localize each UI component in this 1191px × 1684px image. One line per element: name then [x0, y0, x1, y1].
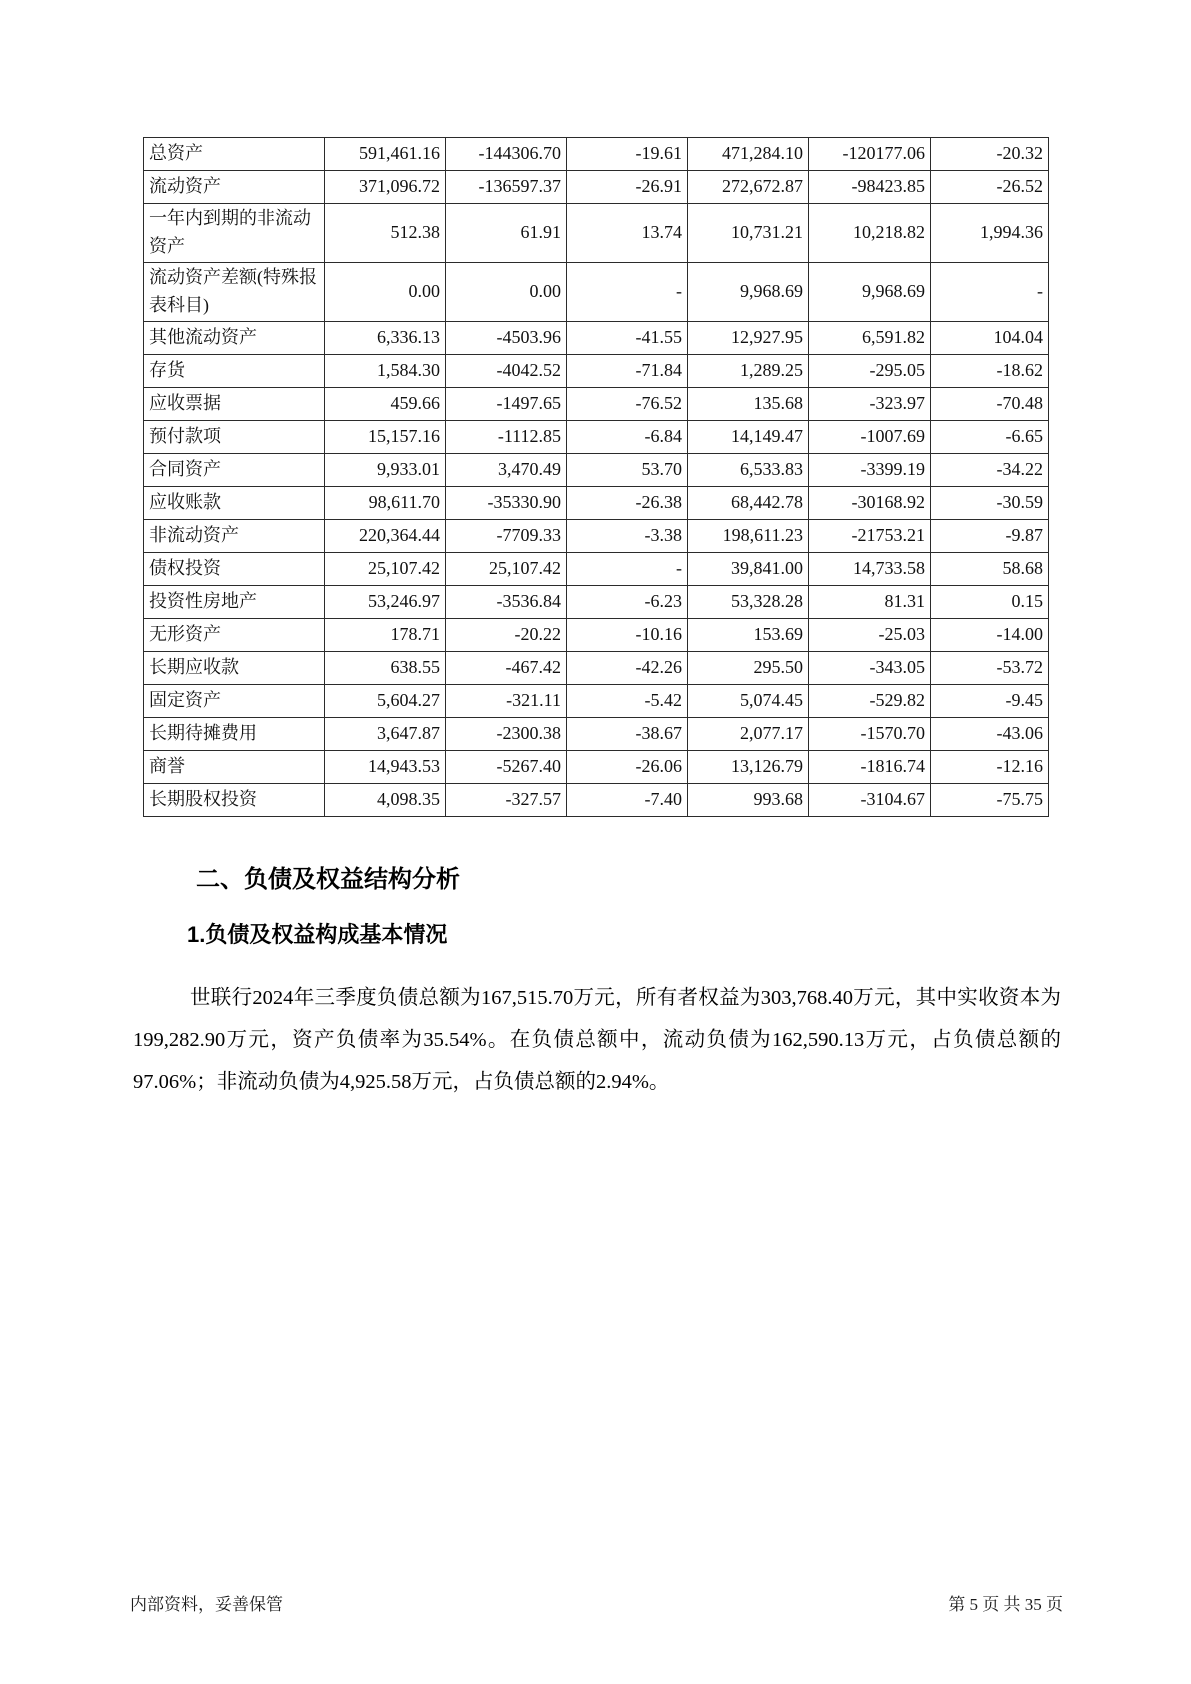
- table-row: [144, 684, 1049, 717]
- value-cell: 53.70: [567, 453, 688, 486]
- row-label: 预付款项: [144, 420, 325, 453]
- value-cell: -76.52: [567, 387, 688, 420]
- value-cell: -1570.70: [809, 717, 931, 750]
- table-row: [144, 783, 1049, 816]
- value-cell: -25.03: [809, 618, 931, 651]
- value-cell: -327.57: [446, 783, 567, 816]
- page-footer: [130, 1590, 1063, 1615]
- value-cell: -120177.06: [809, 138, 931, 171]
- value-cell: -38.67: [567, 717, 688, 750]
- value-cell: -42.26: [567, 651, 688, 684]
- value-cell: 0.00: [446, 262, 567, 321]
- body-paragraph: 世联行2024年三季度负债总额为167,515.70万元，所有者权益为303,768.40万元，其中实收资本为199,282.90万元，资产负债率为35.54%。在负债总额中，流动负债为162,590.13万元，占负债总额的97.06%；非流动负债为4,925.58万元，占负债总额的2.94%。: [133, 986, 1061, 1093]
- value-cell: -70.48: [931, 387, 1049, 420]
- table-row: [144, 486, 1049, 519]
- value-cell: 6,533.83: [688, 453, 809, 486]
- row-label: 流动资产差额(特殊报表科目): [144, 262, 325, 321]
- row-label: 无形资产: [144, 618, 325, 651]
- value-cell: -34.22: [931, 453, 1049, 486]
- value-cell: -: [567, 552, 688, 585]
- row-label: 投资性房地产: [144, 585, 325, 618]
- row-label: 一年内到期的非流动资产: [144, 204, 325, 263]
- value-cell: -6.65: [931, 420, 1049, 453]
- row-label: 商誉: [144, 750, 325, 783]
- value-cell: 371,096.72: [325, 171, 446, 204]
- value-cell: -6.84: [567, 420, 688, 453]
- value-cell: -7.40: [567, 783, 688, 816]
- row-label: 应收账款: [144, 486, 325, 519]
- value-cell: -3399.19: [809, 453, 931, 486]
- table-body: [144, 138, 1049, 817]
- value-cell: -: [567, 262, 688, 321]
- value-cell: -71.84: [567, 354, 688, 387]
- row-label: 合同资产: [144, 453, 325, 486]
- value-cell: 13.74: [567, 204, 688, 263]
- value-cell: -467.42: [446, 651, 567, 684]
- value-cell: 3,470.49: [446, 453, 567, 486]
- value-cell: -343.05: [809, 651, 931, 684]
- value-cell: 15,157.16: [325, 420, 446, 453]
- value-cell: -3104.67: [809, 783, 931, 816]
- table-row: [144, 453, 1049, 486]
- value-cell: -21753.21: [809, 519, 931, 552]
- value-cell: -2300.38: [446, 717, 567, 750]
- row-label: 长期股权投资: [144, 783, 325, 816]
- value-cell: -18.62: [931, 354, 1049, 387]
- row-label: 债权投资: [144, 552, 325, 585]
- value-cell: 1,584.30: [325, 354, 446, 387]
- row-label: 固定资产: [144, 684, 325, 717]
- value-cell: 81.31: [809, 585, 931, 618]
- table-row: [144, 420, 1049, 453]
- value-cell: -6.23: [567, 585, 688, 618]
- value-cell: 98,611.70: [325, 486, 446, 519]
- value-cell: 10,218.82: [809, 204, 931, 263]
- value-cell: 591,461.16: [325, 138, 446, 171]
- value-cell: 512.38: [325, 204, 446, 263]
- value-cell: -7709.33: [446, 519, 567, 552]
- value-cell: -3.38: [567, 519, 688, 552]
- value-cell: -12.16: [931, 750, 1049, 783]
- footer-page-number: 第 5 页 共 35 页: [948, 1595, 1063, 1614]
- value-cell: 638.55: [325, 651, 446, 684]
- value-cell: 14,943.53: [325, 750, 446, 783]
- value-cell: -136597.37: [446, 171, 567, 204]
- value-cell: 14,733.58: [809, 552, 931, 585]
- value-cell: 5,604.27: [325, 684, 446, 717]
- row-label: 长期待摊费用: [144, 717, 325, 750]
- subsection-heading: 1.负债及权益构成基本情况: [187, 921, 448, 947]
- value-cell: -529.82: [809, 684, 931, 717]
- value-cell: 0.00: [325, 262, 446, 321]
- value-cell: 61.91: [446, 204, 567, 263]
- value-cell: 39,841.00: [688, 552, 809, 585]
- value-cell: -1816.74: [809, 750, 931, 783]
- value-cell: 1,994.36: [931, 204, 1049, 263]
- value-cell: -144306.70: [446, 138, 567, 171]
- value-cell: 6,336.13: [325, 321, 446, 354]
- value-cell: -30.59: [931, 486, 1049, 519]
- value-cell: 198,611.23: [688, 519, 809, 552]
- value-cell: 295.50: [688, 651, 809, 684]
- value-cell: 1,289.25: [688, 354, 809, 387]
- value-cell: 459.66: [325, 387, 446, 420]
- value-cell: -35330.90: [446, 486, 567, 519]
- section-heading: 二、负债及权益结构分析: [196, 865, 460, 893]
- value-cell: 12,927.95: [688, 321, 809, 354]
- table-row: [144, 750, 1049, 783]
- value-cell: -30168.92: [809, 486, 931, 519]
- table-row: [144, 138, 1049, 171]
- row-label: 长期应收款: [144, 651, 325, 684]
- value-cell: -321.11: [446, 684, 567, 717]
- value-cell: 178.71: [325, 618, 446, 651]
- value-cell: -26.06: [567, 750, 688, 783]
- value-cell: -41.55: [567, 321, 688, 354]
- value-cell: -5267.40: [446, 750, 567, 783]
- value-cell: -14.00: [931, 618, 1049, 651]
- financial-table: [143, 137, 1049, 817]
- footer-confidential-note: 内部资料，妥善保管: [130, 1595, 283, 1614]
- value-cell: -323.97: [809, 387, 931, 420]
- value-cell: 471,284.10: [688, 138, 809, 171]
- value-cell: -1007.69: [809, 420, 931, 453]
- row-label: 存货: [144, 354, 325, 387]
- row-label: 总资产: [144, 138, 325, 171]
- value-cell: -26.52: [931, 171, 1049, 204]
- value-cell: -20.22: [446, 618, 567, 651]
- value-cell: 104.04: [931, 321, 1049, 354]
- value-cell: 68,442.78: [688, 486, 809, 519]
- value-cell: -53.72: [931, 651, 1049, 684]
- value-cell: 13,126.79: [688, 750, 809, 783]
- value-cell: -: [931, 262, 1049, 321]
- table-row: [144, 552, 1049, 585]
- value-cell: -98423.85: [809, 171, 931, 204]
- value-cell: 2,077.17: [688, 717, 809, 750]
- value-cell: -43.06: [931, 717, 1049, 750]
- value-cell: 0.15: [931, 585, 1049, 618]
- value-cell: -4503.96: [446, 321, 567, 354]
- value-cell: 5,074.45: [688, 684, 809, 717]
- table-row: [144, 387, 1049, 420]
- value-cell: 58.68: [931, 552, 1049, 585]
- row-label: 应收票据: [144, 387, 325, 420]
- value-cell: -3536.84: [446, 585, 567, 618]
- value-cell: -26.91: [567, 171, 688, 204]
- value-cell: -9.87: [931, 519, 1049, 552]
- table-row: [144, 618, 1049, 651]
- row-label: 流动资产: [144, 171, 325, 204]
- value-cell: 14,149.47: [688, 420, 809, 453]
- value-cell: -26.38: [567, 486, 688, 519]
- table-row: [144, 354, 1049, 387]
- table-row: [144, 171, 1049, 204]
- table-row: [144, 717, 1049, 750]
- value-cell: 272,672.87: [688, 171, 809, 204]
- row-label: 非流动资产: [144, 519, 325, 552]
- value-cell: 9,968.69: [688, 262, 809, 321]
- table-row: [144, 204, 1049, 263]
- value-cell: 10,731.21: [688, 204, 809, 263]
- value-cell: 25,107.42: [325, 552, 446, 585]
- value-cell: -9.45: [931, 684, 1049, 717]
- value-cell: 25,107.42: [446, 552, 567, 585]
- value-cell: 9,933.01: [325, 453, 446, 486]
- value-cell: 3,647.87: [325, 717, 446, 750]
- value-cell: 220,364.44: [325, 519, 446, 552]
- value-cell: -1112.85: [446, 420, 567, 453]
- value-cell: -19.61: [567, 138, 688, 171]
- table-row: [144, 321, 1049, 354]
- value-cell: 153.69: [688, 618, 809, 651]
- value-cell: 6,591.82: [809, 321, 931, 354]
- value-cell: -10.16: [567, 618, 688, 651]
- value-cell: -5.42: [567, 684, 688, 717]
- value-cell: 53,328.28: [688, 585, 809, 618]
- value-cell: 9,968.69: [809, 262, 931, 321]
- value-cell: -75.75: [931, 783, 1049, 816]
- row-label: 其他流动资产: [144, 321, 325, 354]
- value-cell: -20.32: [931, 138, 1049, 171]
- table-row: [144, 519, 1049, 552]
- value-cell: 53,246.97: [325, 585, 446, 618]
- table-row: [144, 585, 1049, 618]
- value-cell: 993.68: [688, 783, 809, 816]
- value-cell: -1497.65: [446, 387, 567, 420]
- table-row: [144, 262, 1049, 321]
- value-cell: -4042.52: [446, 354, 567, 387]
- table-row: [144, 651, 1049, 684]
- value-cell: 4,098.35: [325, 783, 446, 816]
- value-cell: -295.05: [809, 354, 931, 387]
- value-cell: 135.68: [688, 387, 809, 420]
